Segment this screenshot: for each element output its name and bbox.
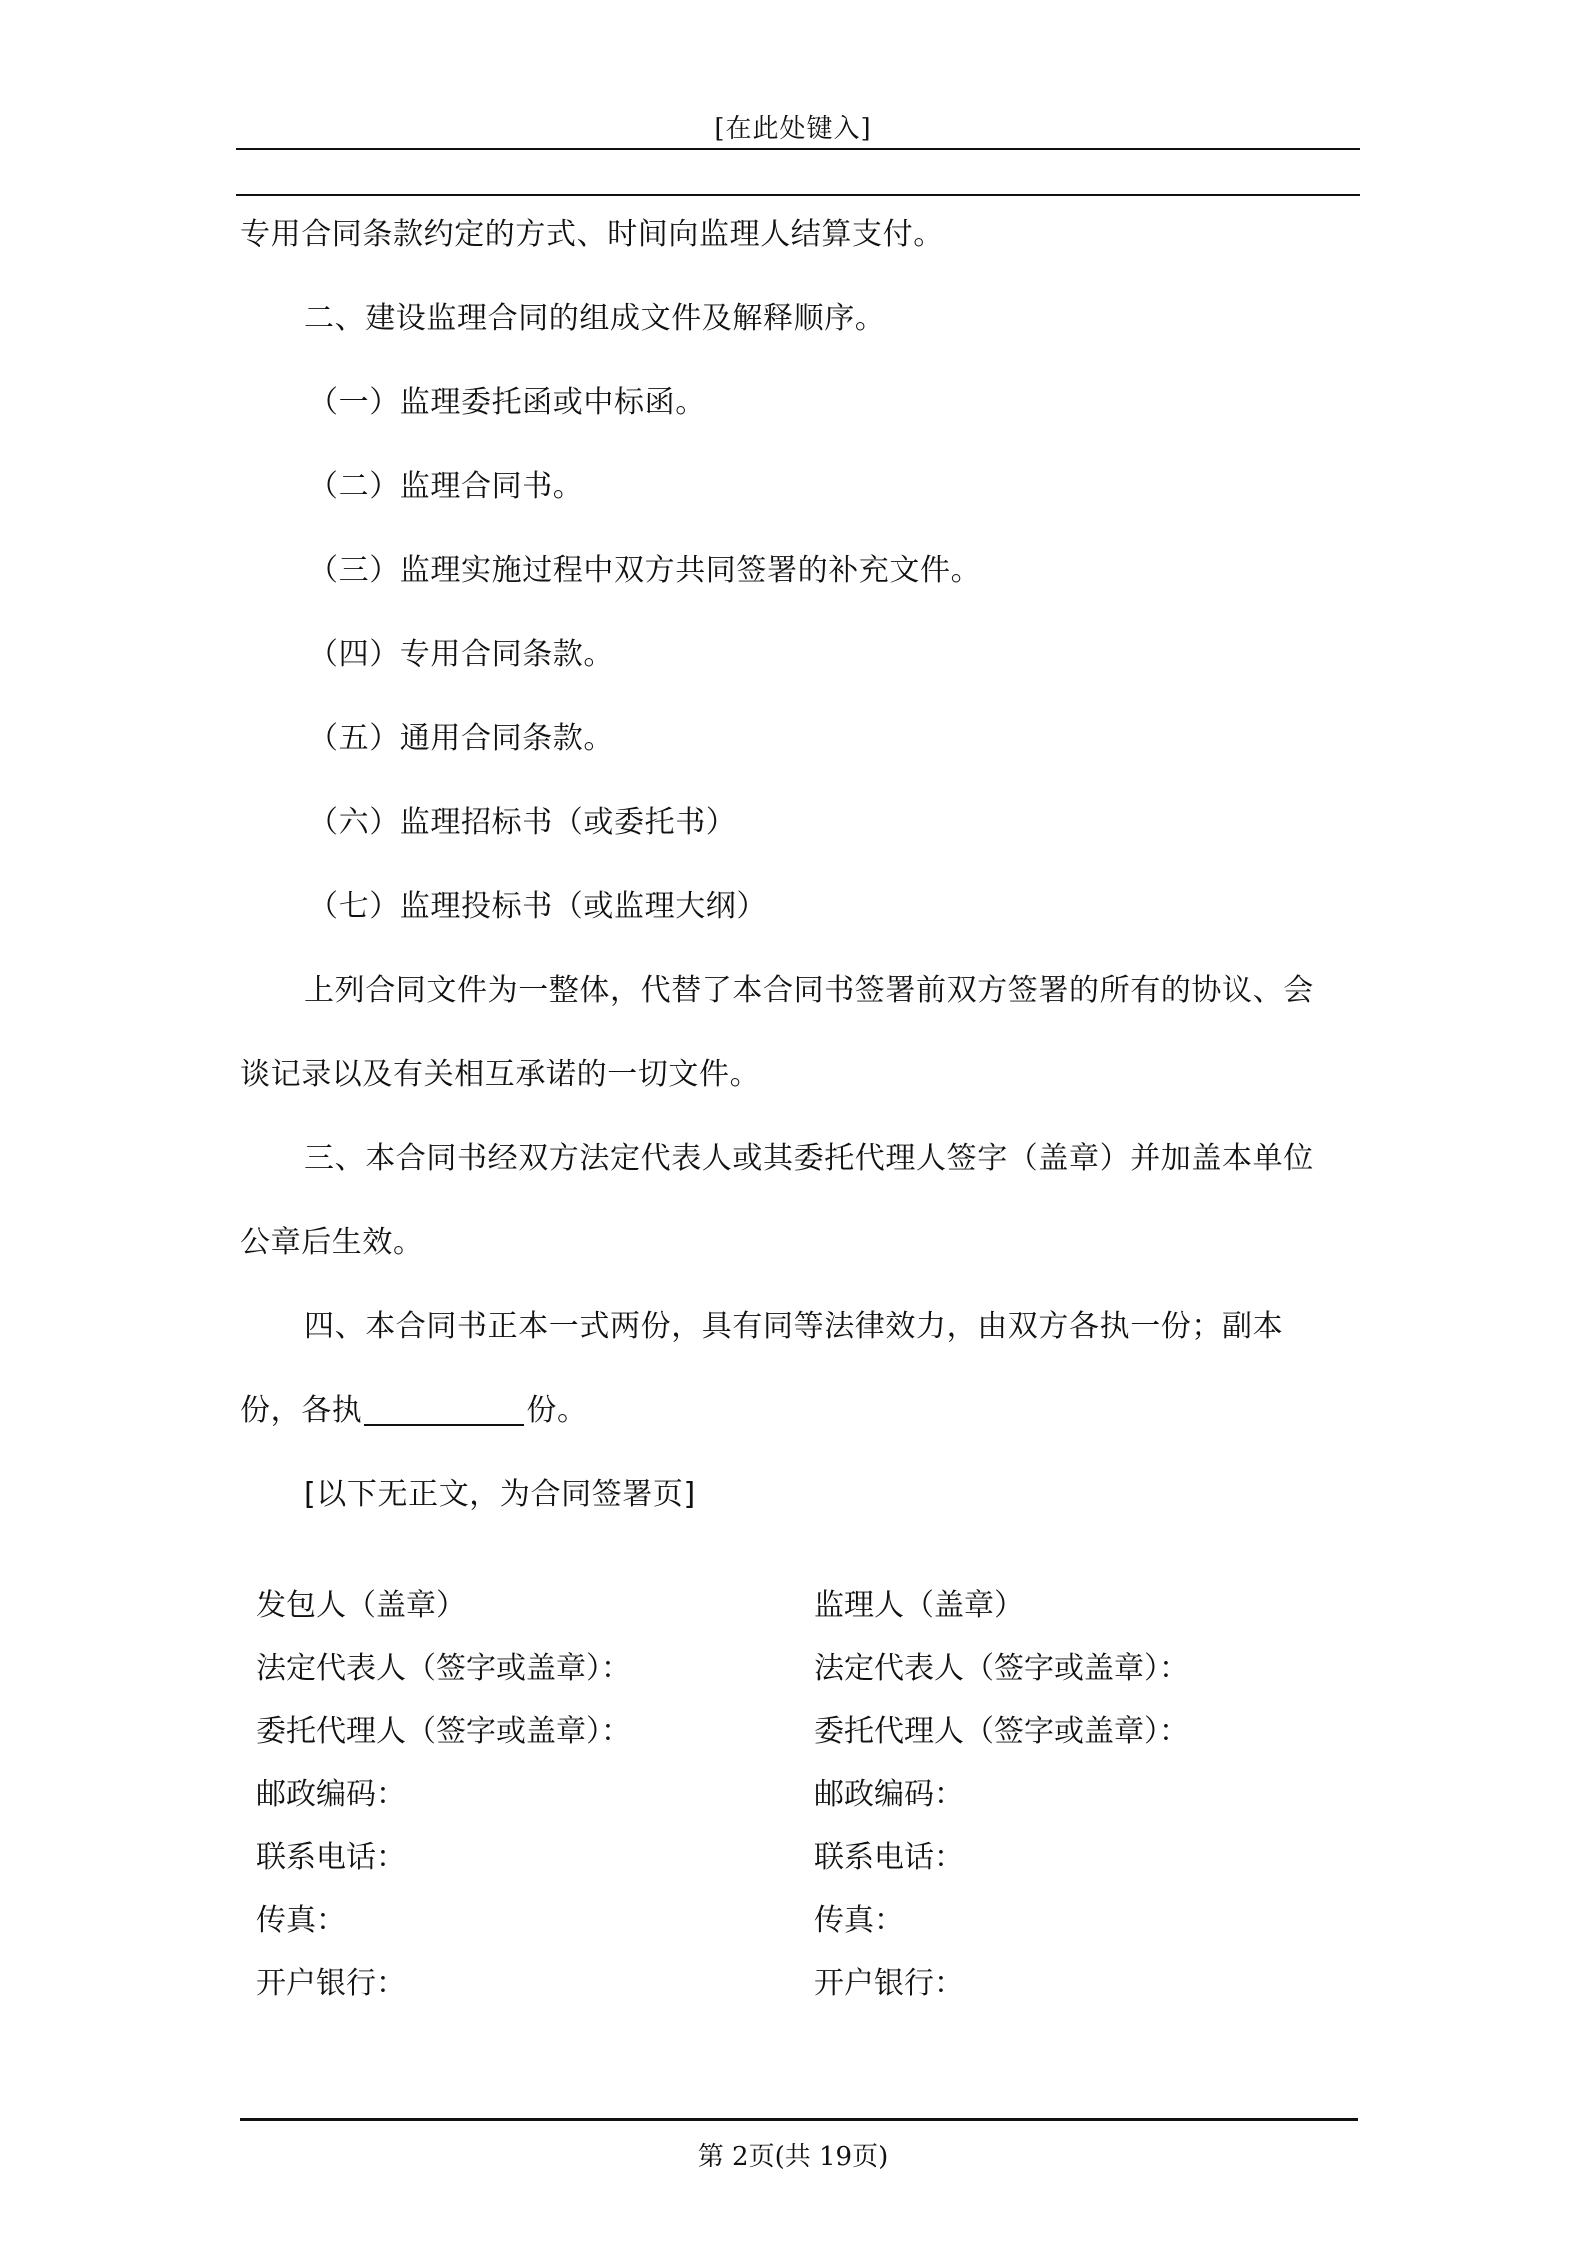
supervisor-seal-label: 监理人（盖章） xyxy=(814,1588,1024,1623)
signature-row xyxy=(256,1637,1356,1700)
contract-body xyxy=(240,204,1360,1548)
supervisor-fax-label: 传真： xyxy=(814,1903,904,1938)
employer-bank-label: 开户银行： xyxy=(256,1966,406,2001)
list-item-6: （六）监理招标书（或委托书） xyxy=(308,805,737,840)
list-item-4: （四）专用合同条款。 xyxy=(308,637,614,672)
page-header: [在此处键入] xyxy=(714,114,872,144)
section-two-heading: 二、建设监理合同的组成文件及解释顺序。 xyxy=(304,301,886,336)
employer-fax-label: 传真： xyxy=(256,1903,346,1938)
body-line-payment: 专用合同条款约定的方式、时间向监理人结算支付。 xyxy=(240,217,944,252)
signature-row xyxy=(256,1952,1356,2015)
section-four-line2-post: 份。 xyxy=(526,1393,588,1428)
list-item-2: （二）监理合同书。 xyxy=(308,469,584,504)
paragraph-documents-line2: 谈记录以及有关相互承诺的一切文件。 xyxy=(240,1057,761,1092)
footer-rule xyxy=(240,2118,1358,2121)
signature-row xyxy=(256,1889,1356,1952)
supervisor-agent-label: 委托代理人（签字或盖章）： xyxy=(814,1714,1189,1749)
header-rule-top xyxy=(236,148,1360,150)
end-of-text-note: [以下无正文，为合同签署页] xyxy=(304,1477,696,1512)
section-three-line1: 三、本合同书经双方法定代表人或其委托代理人签字（盖章）并加盖本单位 xyxy=(304,1141,1314,1176)
employer-agent-label: 委托代理人（签字或盖章）： xyxy=(256,1714,631,1749)
header-rule-bottom xyxy=(236,194,1360,196)
section-four-line2-pre: 份，各执 xyxy=(240,1393,363,1428)
employer-postcode-label: 邮政编码： xyxy=(256,1777,406,1812)
section-three-line2: 公章后生效。 xyxy=(240,1225,424,1260)
signature-row xyxy=(256,1763,1356,1826)
signature-row xyxy=(256,1700,1356,1763)
employer-phone-label: 联系电话： xyxy=(256,1840,406,1875)
paragraph-documents-line1: 上列合同文件为一整体，代替了本合同书签署前双方签署的所有的协议、会 xyxy=(304,973,1314,1008)
list-item-5: （五）通用合同条款。 xyxy=(308,721,614,756)
page-number: 第 2页(共 19页) xyxy=(697,2142,889,2172)
signature-row xyxy=(256,1826,1356,1889)
supervisor-bank-label: 开户银行： xyxy=(814,1966,964,2001)
signature-row xyxy=(256,1574,1356,1637)
employer-seal-label: 发包人（盖章） xyxy=(256,1588,466,1623)
list-item-1: （一）监理委托函或中标函。 xyxy=(308,385,706,420)
signature-block xyxy=(256,1574,1356,2015)
section-four-line2 xyxy=(240,1380,1360,1464)
employer-legal-rep-label: 法定代表人（签字或盖章）： xyxy=(256,1651,631,1686)
copies-blank-field[interactable] xyxy=(364,1384,524,1426)
list-item-7: （七）监理投标书（或监理大纲） xyxy=(308,889,767,924)
list-item-3: （三）监理实施过程中双方共同签署的补充文件。 xyxy=(308,553,982,588)
supervisor-legal-rep-label: 法定代表人（签字或盖章）： xyxy=(814,1651,1189,1686)
section-four-line1: 四、本合同书正本一式两份，具有同等法律效力，由双方各执一份；副本 xyxy=(304,1309,1284,1344)
supervisor-phone-label: 联系电话： xyxy=(814,1840,964,1875)
supervisor-postcode-label: 邮政编码： xyxy=(814,1777,964,1812)
